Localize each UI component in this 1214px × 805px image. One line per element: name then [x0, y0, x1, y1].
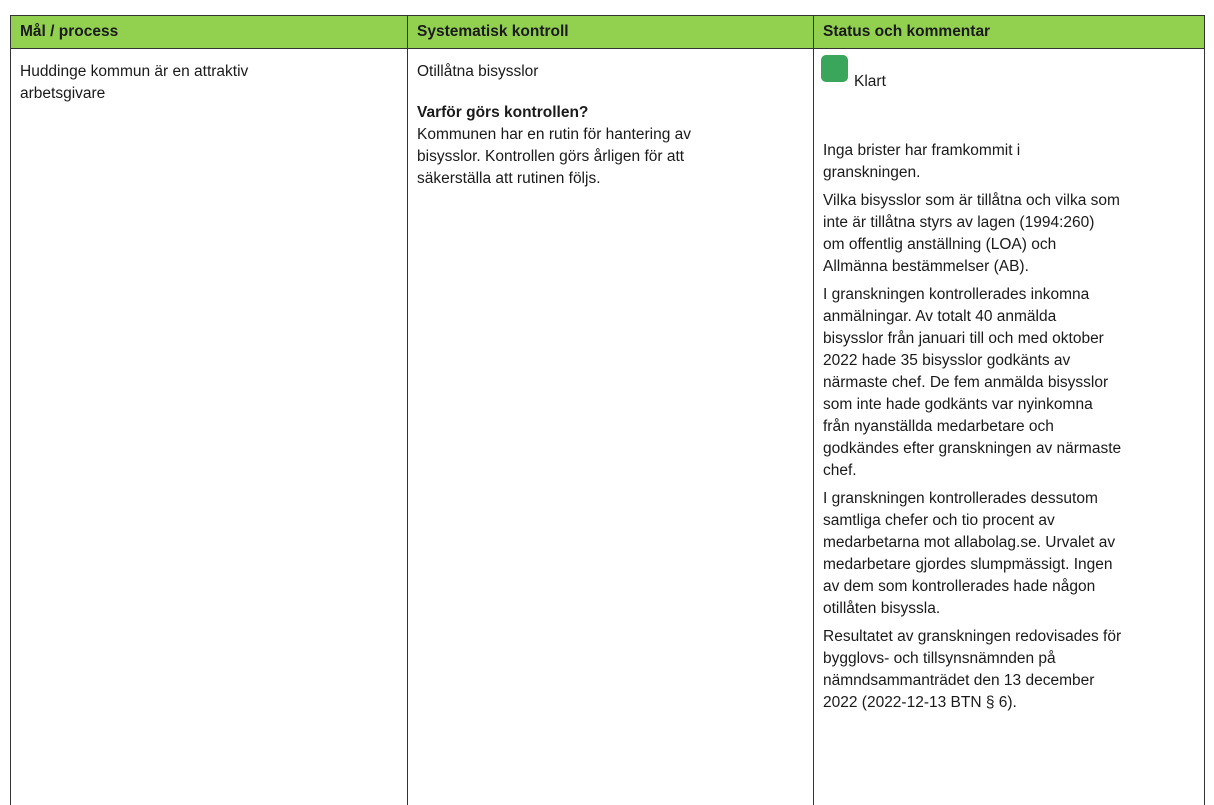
- comment-paragraph: [823, 140, 1203, 184]
- status-green-indicator: [821, 55, 848, 82]
- status-comment-cell: [823, 140, 1203, 714]
- comment-line: I granskningen kontrollerades inkomna: [823, 286, 1090, 303]
- header-systematic-control: Systematisk kontroll: [417, 23, 569, 40]
- comment-line: Vilka bisysslor som är tillåtna och vilka som: [823, 192, 1120, 209]
- why-heading: Varför görs kontrollen?: [417, 104, 589, 121]
- control-table: [10, 15, 1205, 805]
- status-label: Klart: [854, 73, 886, 90]
- comment-line: bisysslor från januari till och med oktober: [823, 330, 1104, 347]
- goal-text-line: arbetsgivare: [20, 85, 106, 102]
- comment-line: Inga brister har framkommit i: [823, 142, 1021, 159]
- comment-line: granskningen.: [823, 164, 921, 181]
- comment-line: närmaste chef. De fem anmälda bisysslor: [823, 374, 1109, 391]
- comment-line: Resultatet av granskningen redovisades för: [823, 628, 1122, 645]
- table-header-row: [11, 16, 1204, 49]
- comment-line: medarbetare gjordes slumpmässigt. Ingen: [823, 556, 1113, 573]
- comment-line: om offentlig anställning (LOA) och: [823, 236, 1057, 253]
- control-cell: [417, 61, 807, 190]
- goal-text-line: Huddinge kommun är en attraktiv: [20, 63, 249, 80]
- why-text-line: Kommunen har en rutin för hantering av: [417, 126, 691, 143]
- comment-line: Allmänna bestämmelser (AB).: [823, 258, 1029, 275]
- comment-paragraph: [823, 626, 1203, 714]
- comment-line: 2022 (2022-12-13 BTN § 6).: [823, 694, 1017, 711]
- comment-line: av dem som kontrollerades hade någon: [823, 578, 1096, 595]
- column-divider-2: [813, 16, 814, 805]
- comment-paragraph: [823, 284, 1203, 482]
- comment-line: chef.: [823, 462, 857, 479]
- header-goal-process: Mål / process: [20, 23, 119, 40]
- comment-paragraph: [823, 488, 1203, 620]
- header-status-comment: Status och kommentar: [823, 23, 991, 40]
- why-text-line: säkerställa att rutinen följs.: [417, 170, 601, 187]
- comment-line: nämndsammanträdet den 13 december: [823, 672, 1095, 689]
- comment-line: I granskningen kontrollerades dessutom: [823, 490, 1098, 507]
- comment-line: från nyanställda medarbetare och: [823, 418, 1054, 435]
- comment-paragraph: [823, 190, 1203, 278]
- comment-line: 2022 hade 35 bisysslor godkänts av: [823, 352, 1071, 369]
- comment-line: otillåten bisyssla.: [823, 600, 941, 617]
- comment-line: samtliga chefer och tio procent av: [823, 512, 1055, 529]
- comment-line: bygglovs- och tillsynsnämnden på: [823, 650, 1056, 667]
- comment-line: godkändes efter granskningen av närmaste: [823, 440, 1122, 457]
- comment-line: inte är tillåtna styrs av lagen (1994:260): [823, 214, 1095, 231]
- control-title: Otillåtna bisysslor: [417, 63, 539, 80]
- column-divider-1: [407, 16, 408, 805]
- comment-line: anmälningar. Av totalt 40 anmälda: [823, 308, 1057, 325]
- comment-line: medarbetarna mot allabolag.se. Urvalet av: [823, 534, 1116, 551]
- goal-cell: [20, 61, 400, 105]
- why-text-line: bisysslor. Kontrollen görs årligen för att: [417, 148, 685, 165]
- comment-line: som inte hade godkänts var nyinkomna: [823, 396, 1093, 413]
